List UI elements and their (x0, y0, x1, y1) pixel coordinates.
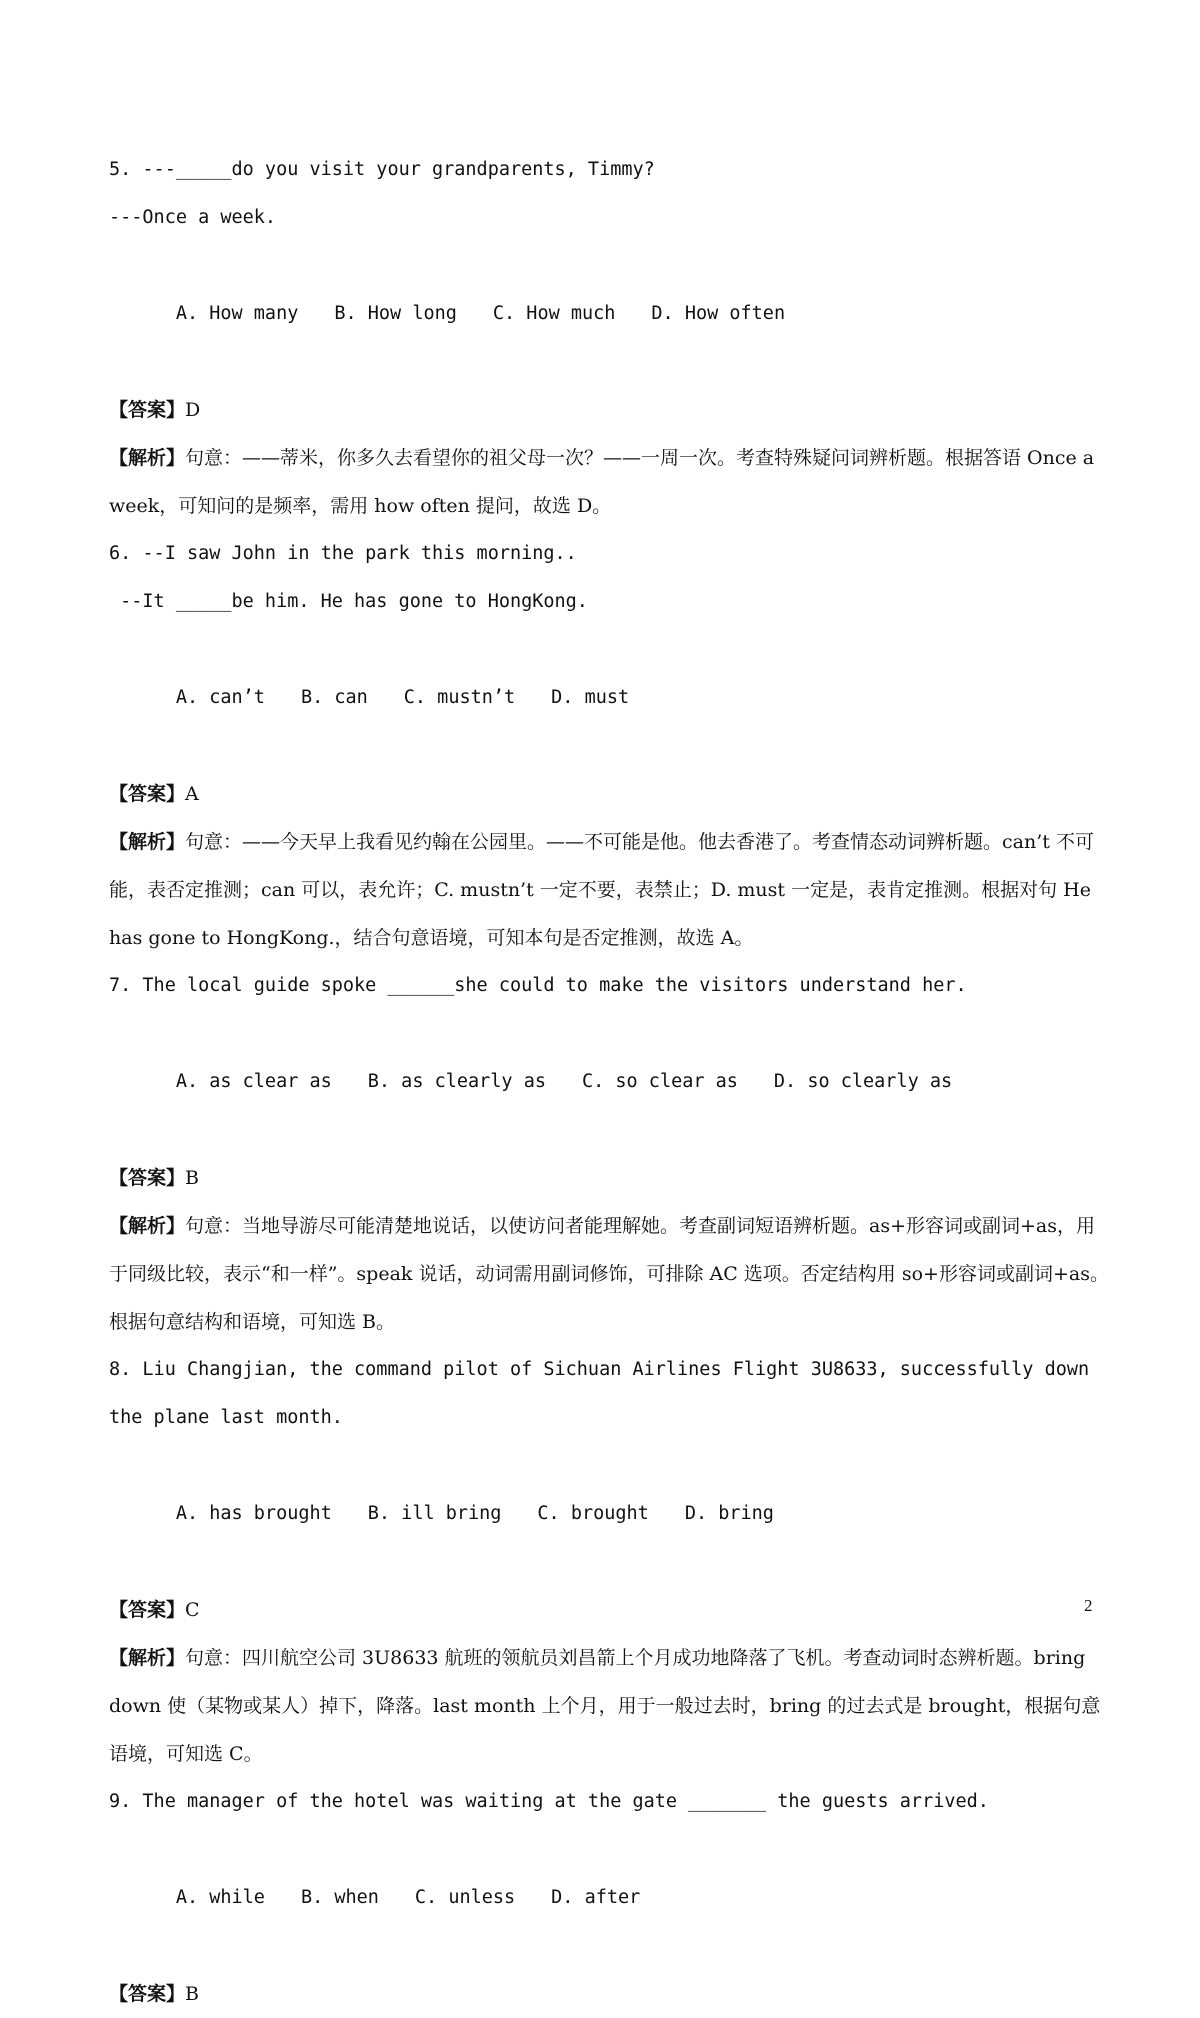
option-a: A. has brought (175, 1503, 332, 1524)
answer-line (109, 386, 1109, 434)
option-d: D. bring (684, 1503, 774, 1524)
question-5 (109, 146, 1109, 530)
option-a: A. while (175, 1887, 265, 1908)
option-b: B. ill bring (367, 1503, 502, 1524)
option-a: A. as clear as (175, 1071, 332, 1092)
option-c: C. brought (537, 1503, 649, 1524)
option-d: D. after (551, 1887, 641, 1908)
option-c: C. How much (492, 303, 616, 324)
analysis-text: 句意：四川航空公司 3U8633 航班的领航员刘昌箭上个月成功地降落了飞机。考查动词时态辨析题。bring down 使（某物或某人）掉下，降落。last month 上个月，用于一般过去时，bring 的过去式是 brought，根据句意语境，可知选 C。 (109, 1647, 1101, 1765)
analysis-text: 句意：当地导游尽可能清楚地说话，以使访问者能理解她。考查副词短语辨析题。as+形容词或副词+as，用于同级比较，表示“和一样”。speak 说话，动词需用副词修饰，可排除 AC 选项。否定结构用 so+形容词或副词+as。根据句意结构和语境，可知选 B。 (109, 1215, 1109, 1333)
option-b: B. How long (334, 303, 457, 324)
option-b: B. when (300, 1887, 379, 1908)
answer-tag: 【答案】 (109, 1167, 186, 1189)
analysis-tag: 【解析】 (109, 831, 186, 853)
question-stem: 7. The local guide spoke ______she could to make the visitors understand her. (109, 975, 967, 996)
answer-line (109, 1586, 1109, 1634)
option-d: D. How often (651, 303, 786, 324)
answer-line (109, 1154, 1109, 1202)
analysis-tag: 【解析】 (109, 1215, 186, 1237)
question-stem: 8. Liu Changjian, the command pilot of Sichuan Airlines Flight 3U8633, successfully down the plane last month. (109, 1359, 1090, 1428)
answer-tag: 【答案】 (109, 1599, 186, 1621)
analysis-line (109, 1634, 1109, 1778)
answer-tag: 【答案】 (109, 399, 186, 421)
answer-value: D (185, 399, 201, 421)
analysis-line (109, 818, 1109, 962)
analysis-line (109, 434, 1109, 530)
question-stem: 5. ---_____do you visit your grandparents, Timmy? (109, 159, 655, 180)
question-stem: 6. --I saw John in the park this morning.. (109, 543, 577, 564)
question-stem: 9. The manager of the hotel was waiting at the gate _______ the guests arrived. (109, 1791, 989, 1812)
question-6 (109, 530, 1109, 962)
option-d: D. must (551, 687, 630, 708)
question-8 (109, 1346, 1109, 1778)
page-number: 2 (1084, 1596, 1093, 1615)
answer-line (109, 770, 1109, 818)
option-a: A. can’t (175, 687, 265, 708)
answer-line (109, 1970, 1109, 2018)
answer-tag: 【答案】 (109, 1983, 186, 2005)
option-c: C. so clear as (581, 1071, 738, 1092)
option-c: C. mustn’t (403, 687, 516, 708)
answer-tag: 【答案】 (109, 783, 186, 805)
option-b: B. can (300, 687, 368, 708)
analysis-line (109, 1202, 1109, 1346)
answer-value: C (185, 1599, 200, 1621)
options (109, 1442, 1109, 1586)
answer-value: B (185, 1167, 199, 1189)
option-b: B. as clearly as (367, 1071, 546, 1092)
dialog-reply: --It _____be him. He has gone to HongKong. (109, 591, 588, 612)
analysis-tag: 【解析】 (109, 1647, 186, 1669)
options (109, 1010, 1109, 1154)
dialog-reply: ---Once a week. (109, 207, 277, 228)
analysis-text: 句意：——今天早上我看见约翰在公园里。——不可能是他。他去香港了。考查情态动词辨析题。can’t 不可能，表否定推测；can 可以，表允许；C. mustn’t 一定不要，表禁止；D. must 一定是，表肯定推测。根据对句 He has gone to HongKong.，结合句意语境，可知本句是否定推测，故选 A。 (109, 831, 1094, 949)
question-9 (109, 1778, 1109, 2018)
document-body (109, 146, 1109, 2018)
option-d: D. so clearly as (773, 1071, 953, 1092)
option-a: A. How many (175, 303, 299, 324)
answer-value: A (185, 783, 199, 805)
question-7 (109, 962, 1109, 1346)
options (109, 242, 1109, 386)
options (109, 626, 1109, 770)
option-c: C. unless (414, 1887, 516, 1908)
options (109, 1826, 1109, 1970)
analysis-tag: 【解析】 (109, 447, 186, 469)
analysis-text: 句意：——蒂米，你多久去看望你的祖父母一次？——一周一次。考查特殊疑问词辨析题。根据答语 Once a week，可知问的是频率，需用 how often 提问，故选 D。 (109, 447, 1095, 517)
answer-value: B (185, 1983, 199, 2005)
